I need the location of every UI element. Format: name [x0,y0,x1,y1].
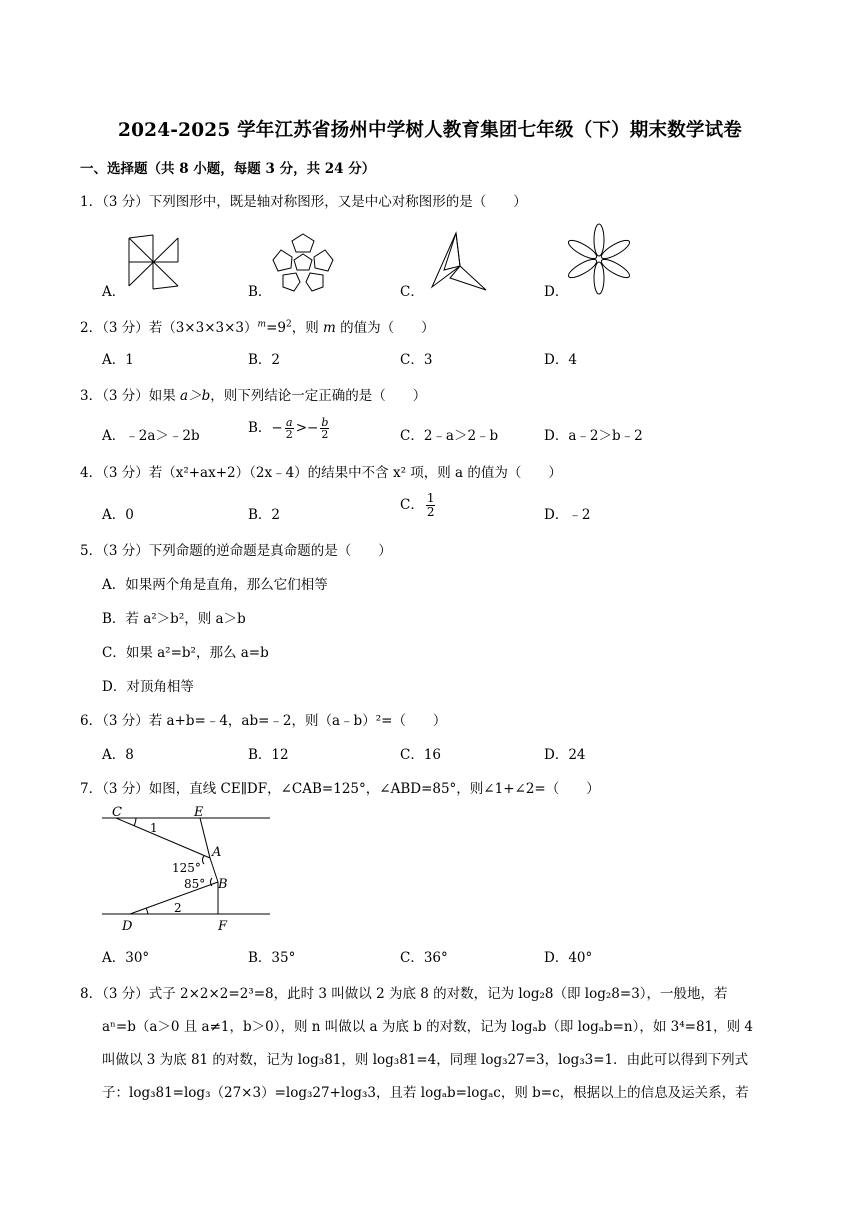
q6-option-b: B．12 [248,747,289,763]
q4-option-d: D．﹣2 [544,507,591,523]
q5-option-d: D．对顶角相等 [102,679,194,695]
q1-option-a-label: A． [102,284,126,300]
q4-option-c: C． $\frac{1}{2}$ [400,491,435,519]
q7-label-125: 125° [172,861,201,875]
question-8-line-3: 叫做以 3 为底 81 的对数，记为 log₃81，则 log₃81=4，同理 log₃27=3，log₃3=1．由此可以得到下列式 [102,1052,749,1068]
q1-option-c-label: C． [400,284,424,300]
q1-option-b-label: B． [248,284,272,300]
q7-option-d: D．40° [544,950,593,966]
q7-label-d: D [122,919,133,934]
q6-option-d: D．24 [544,747,586,763]
q1-figure-d-flower [566,222,632,296]
q5-option-a: A．如果两个角是直角，那么它们相等 [102,577,328,593]
question-7-stem: 7．（3 分）如图，直线 CE∥DF，∠CAB=125°，∠ABD=85°，则∠1+∠2=（ ） [80,781,600,797]
q3-option-a: A．﹣2a＞﹣2b [102,428,200,444]
q7-label-b: B [218,877,228,892]
question-8-line-2: aⁿ=b（a＞0 且 a≠1，b＞0），则 n 叫做以 a 为底 b 的对数，记为 logₐb（即 logₐb=n），如 3⁴=81，则 4 [102,1019,753,1035]
q4-option-a: A．0 [102,507,134,523]
q5-option-b: B．若 a²＞b²，则 a＞b [102,611,246,627]
q1-figure-b-pentagons [270,230,336,294]
q7-label-c: C [112,805,122,820]
question-5-stem: 5．（3 分）下列命题的逆命题是真命题的是（ ） [80,543,392,559]
q6-option-a: A．8 [102,747,134,763]
q3-option-b: B．− $\frac{a}{2}$ >− $\frac{b}{2}$ [248,416,329,441]
question-1-stem: 1．（3 分）下列图形中，既是轴对称图形，又是中心对称图形的是（ ） [80,194,527,210]
q3-option-d: D．a﹣2＞b﹣2 [544,428,643,444]
q1-figure-c-triangles [424,230,490,294]
page-title: 2024-2025 学年江苏省扬州中学树人教育集团七年级（下）期末数学试卷 [118,120,742,141]
q7-label-a: A [212,845,222,860]
q7-label-e: E [194,805,204,820]
question-8-line-1: 8．（3 分）式子 2×2×2=2³=8，此时 3 叫做以 2 为底 8 的对数，记为 log₂8（即 log₂8=3），一般地，若 [80,986,728,1002]
q6-option-c: C．16 [400,747,442,763]
question-6-stem: 6．（3 分）若 a+b=﹣4，ab=﹣2，则（a﹣b）²=（ ） [80,713,447,729]
q7-option-a: A．30° [102,950,150,966]
question-3-stem: 3．（3 分）如果 a＞b，则下列结论一定正确的是（ ） [80,388,427,404]
question-2-stem: 2．（3 分）若$(3\times 3\times 3\times 3)^m=9^2$，则 m 的值为（ ） [80,319,435,336]
q7-label-f: F [218,919,228,934]
q2-option-c: C．3 [400,352,433,368]
q2-option-d: D．4 [544,352,577,368]
q7-label-1: 1 [150,821,158,835]
q2-option-b: B．2 [248,352,281,368]
q3-option-c: C．2﹣a＞2﹣b [400,428,499,444]
q2-option-a: A．1 [102,352,134,368]
section-heading-choice: 一、选择题（共 8 小题，每题 3 分，共 24 分） [80,161,376,177]
question-4-stem: 4．（3 分）若（x²+ax+2）（2x﹣4）的结果中不含 x² 项，则 a 的值为（ ） [80,465,562,481]
q7-label-2: 2 [174,901,182,915]
q4-option-b: B．2 [248,507,281,523]
q7-option-b: B．35° [248,950,296,966]
q7-option-c: C．36° [400,950,448,966]
q1-figure-a-pinwheel [126,232,182,292]
q7-figure-parallel-lines [100,800,272,936]
q5-option-c: C．如果 a²=b²，那么 a=b [102,645,269,661]
q1-option-d-label: D． [544,284,569,300]
question-8-line-4: 子：log₃81=log₃（27×3）=log₃27+log₃3，且若 logₐb=logₐc，则 b=c，根据以上的信息及运关系，若 [102,1085,749,1101]
q7-label-85: 85° [184,877,206,891]
